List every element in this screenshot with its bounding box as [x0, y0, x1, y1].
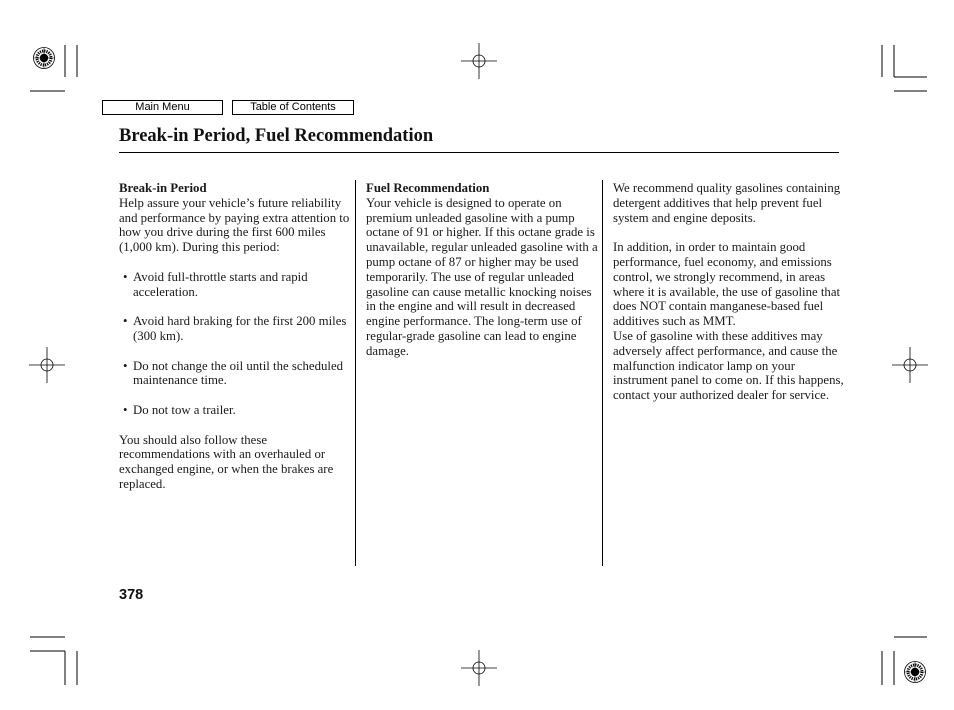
list-item-text: Do not tow a trailer. — [133, 402, 236, 417]
table-of-contents-button[interactable]: Table of Contents — [232, 100, 354, 115]
column-divider — [355, 180, 356, 566]
break-in-outro: You should also follow these recommendations with an overhauled or exchanged engine, or when the brakes are replaced. — [119, 432, 334, 491]
list-item — [119, 359, 351, 389]
bullet-icon: • — [123, 402, 128, 417]
break-in-section — [119, 181, 351, 492]
main-menu-button[interactable]: Main Menu — [102, 100, 223, 115]
page-number: 378 — [119, 587, 144, 603]
list-item — [119, 270, 351, 300]
bullet-icon: • — [123, 358, 128, 373]
page-title: Break-in Period, Fuel Recommendation — [119, 126, 434, 146]
list-item-text: Avoid hard braking for the first 200 miles (300 km). — [133, 314, 347, 343]
list-item — [119, 403, 351, 418]
additives-paragraph-1: We recommend quality gasolines containing detergent additives that help prevent fuel system and engine deposits. — [613, 181, 841, 225]
fuel-recommendation-section — [366, 181, 598, 359]
additives-paragraph-3: Use of gasoline with these additives may adversely affect performance, and cause the malfunction indicator lamp on your instrument panel to come on. If this happens, contact your authorized dealer for service. — [613, 328, 844, 403]
list-item-text: Avoid full-throttle starts and rapid acceleration. — [133, 269, 308, 299]
break-in-heading: Break-in Period — [119, 181, 207, 195]
fuel-recommendation-heading: Fuel Recommendation — [366, 181, 490, 195]
fuel-recommendation-body: Your vehicle is designed to operate on premium unleaded gasoline with a pump octane of 91 or higher. If this octane grade is unavailable, regular unleaded gasoline with a pump octane of 87 or higher may be used temporarily. The use of regular unleaded gasoline can cause metallic knocking noises in the engine and will result in decreased engine performance. The long-term use of regular-grade gasoline can lead to engine damage. — [366, 195, 598, 358]
list-item-text: Do not change the oil until the scheduled maintenance time. — [133, 358, 344, 388]
title-divider — [119, 152, 839, 153]
fuel-additives-section — [613, 181, 845, 403]
additives-paragraph-2: In addition, in order to maintain good performance, fuel economy, and emissions control, we strongly recommend, in areas where it is available, the use of gasoline that does NOT contain manganese-based fuel additives such as MMT. — [613, 240, 841, 329]
column-divider — [602, 180, 603, 566]
bullet-icon: • — [123, 269, 128, 284]
break-in-intro: Help assure your vehicle’s future reliability and performance by paying extra attention to how you drive during the first 600 miles (1,000 km). During this period: — [119, 195, 350, 255]
list-item — [119, 314, 351, 344]
bullet-icon: • — [123, 314, 128, 329]
